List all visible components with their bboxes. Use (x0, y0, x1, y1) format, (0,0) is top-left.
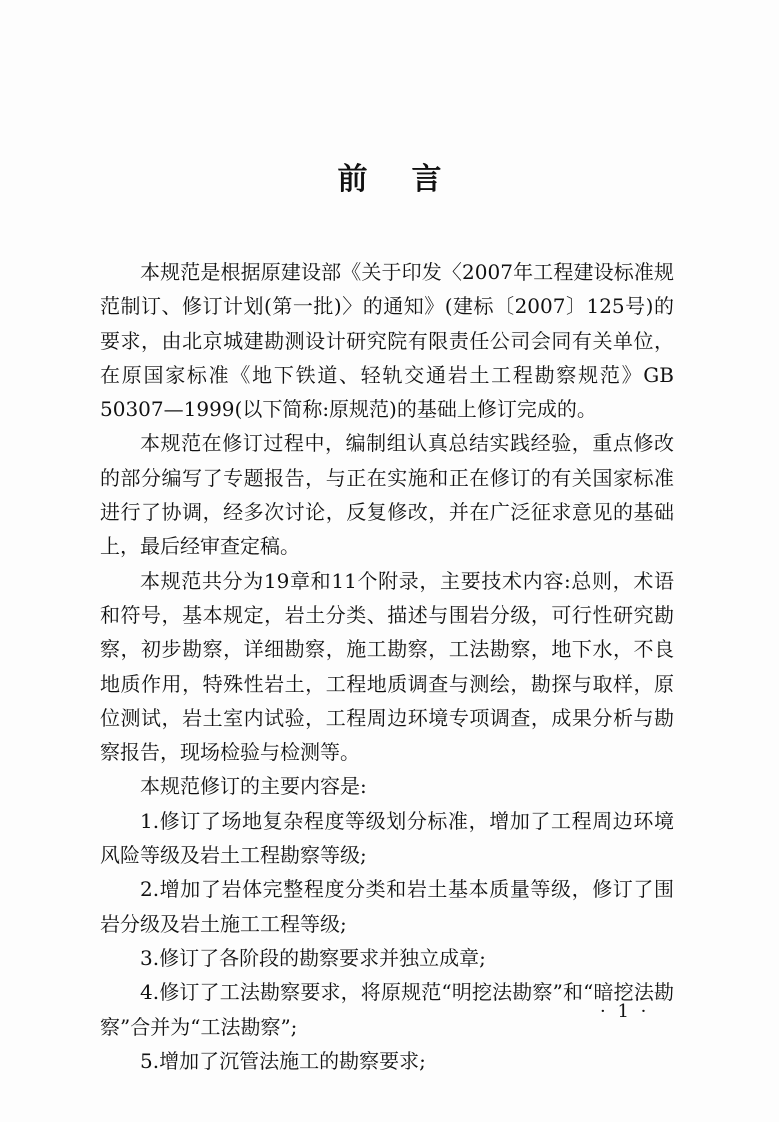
list-item: 3.修订了各阶段的勘察要求并独立成章; (140, 945, 486, 970)
paragraph: 本规范是根据原建设部《关于印发〈2007年工程建设标准规范制订、修订计划(第一批)〉的通知》(建标〔2007〕125号)的要求，由北京城建勘测设计研究院有限责任公司会同有关单位，在原国家标准《地下铁道、轻轨交通岩土工程勘察规范》GB 50307—1999(以下简称:原规范)的基础上修订完成的。 (100, 260, 674, 422)
page-title: 前言 (337, 162, 486, 197)
list-item: 2.增加了岩体完整程度分类和岩土基本质量等级，修订了围岩分级及岩土施工工程等级; (100, 877, 674, 936)
paragraph: 本规范在修订过程中，编制组认真总结实践经验，重点修改的部分编写了专题报告，与正在实施和正在修订的有关国家标准进行了协调，经多次讨论，反复修改，并在广泛征求意见的基础上，最后经审查定稿。 (100, 431, 674, 559)
list-item: 4.修订了工法勘察要求，将原规范“明挖法勘察”和“暗挖法勘察”合并为“工法勘察”; (100, 980, 674, 1039)
paragraph: 本规范修订的主要内容是: (140, 774, 367, 799)
list-item: 5.增加了沉管法施工的勘察要求; (140, 1048, 426, 1073)
paragraph: 本规范共分为19章和11个附录，主要技术内容:总则，术语和符号，基本规定，岩土分类、描述与围岩分级，可行性研究勘察，初步勘察，详细勘察，施工勘察，工法勘察，地下水，不良地质作用，特殊性岩土，工程地质调查与测绘，勘探与取样，原位测试，岩土室内试验，工程周边环境专项调查，成果分析与勘察报告，现场检验与检测等。 (100, 568, 674, 765)
page-number: · 1 · (600, 1001, 650, 1022)
list-item: 1.修订了场地复杂程度等级划分标准，增加了工程周边环境风险等级及岩土工程勘察等级; (100, 808, 674, 868)
body-text (100, 255, 674, 1078)
